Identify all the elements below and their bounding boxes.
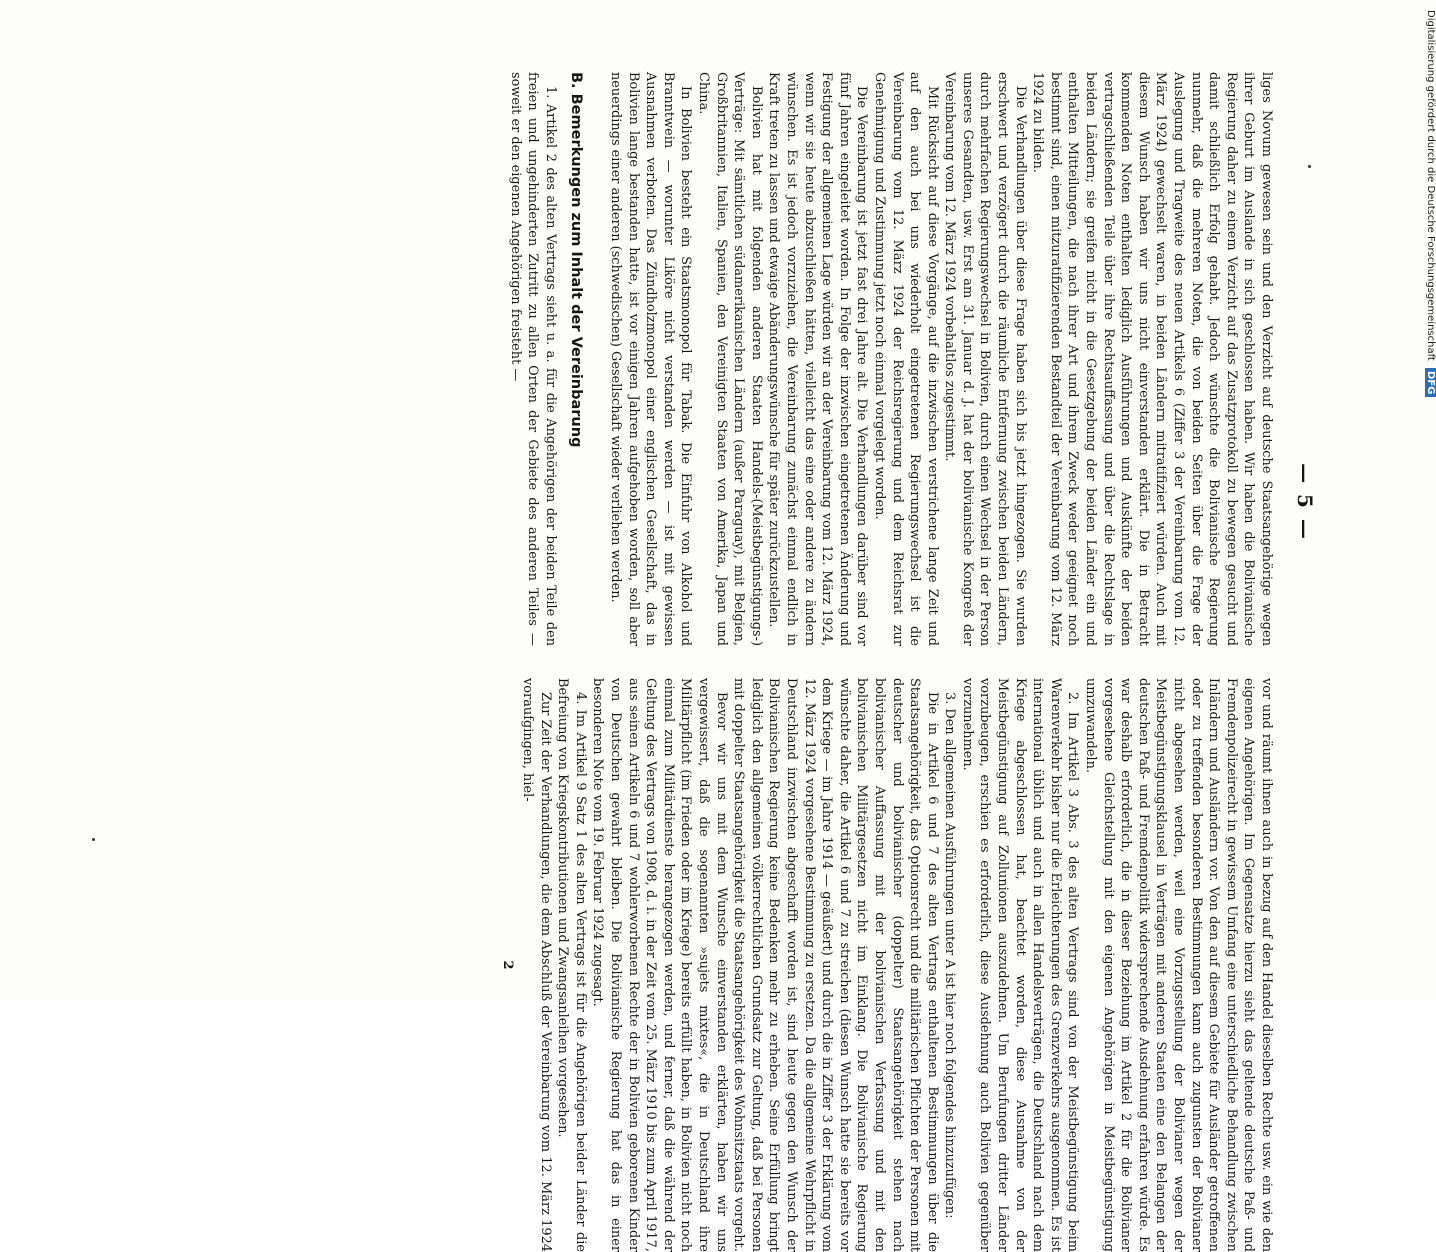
paragraph: In Bolivien besteht ein Staatsmonopol für Tabak. Die Einfuhr von Alkohol und Branntwein — worunter Liköre nicht verstanden werden — ist mit gewissen Ausnahmen verboten. Das Zündholzmonopol einer englischen Gesellschaft, das in Bolivien lange bestanden hatte, ist vor einigen Jahren aufgehoben worden, soll aber neuerdings einer anderen (schwedischen) Gesellschaft wieder verliehen werden.: [608, 72, 694, 646]
credit-text: Digitalisierung gefördert durch die Deutsche Forschungsgemeinschaft: [1425, 10, 1436, 361]
paragraph: Die in Artikel 6 und 7 des alten Vertrags enthaltenen Bestimmungen über die Staatsangehörigkeit, das Optionsrecht und die militärischen Pflichten der Personen mit deutscher und bolivianischer (doppelter) Staatsangehörigkeit stehen nach bolivianischer Auffassung mit der bolivianischen Verfassung und mit den bolivianischen Militärgesetzen nicht im Einklang. Die Bolivianische Regierung wünschte daher, die Artikel 6 und 7 zu streichen (diesen Wunsch hatte sie bereits vor dem Kriege — im Jahre 1914 — geäußert) und durch die in Ziffer 3 der Erklärung vom 12. März 1924 vorgesehene Bestimmung zu ersetzen. Da die allgemeine Wehrpflicht in Deutschland inzwischen abgeschafft worden ist, sind heute gegen den Wunsch der Bolivianischen Regierung keine Bedenken mehr zu erheben. Seine Erfüllung bringt lediglich den allgemeinen völkerrechtlichen Grundsatz zur Geltung, daß bei Personen mit doppelter Staatsangehörigkeit die Staatsangehörigkeit des Wohnsitzstaats vorgeht.: [731, 678, 940, 1252]
paragraph: liges Novum gewesen sein und den Verzicht auf deutsche Staatsangehörige wegen ihrer Geburt im Auslande in sich geschlossen haben. Wir haben die Bolivianische Regierung daher zu einem Verzicht auf das Zusatzprotokoll zu bewegen gesucht und damit schließlich Erfolg gehabt. Jedoch wünschte die Bolivianische Regierung nunmehr, daß die mehreren Noten, die von beiden Seiten über die Frage der Auslegung und Tragweite des neuen Artikels 6 (Ziffer 3 der Vereinbarung vom 12. März 1924) gewechselt waren, in beiden Ländern mitratifiziert würden. Auch mit diesem Wunsch haben wir uns nicht einverstanden erklärt. Die in Betracht kommenden Noten enthalten lediglich Ausführungen und Auskünfte der beiden vertragschließenden Teile über ihre Rechtsauffassung und über die Rechtslage in beiden Ländern; sie greifen nicht in die Gesetzgebung der beiden Länder ein und enthalten Mitteilungen, die nach ihrer Art und ihrem Zweck weder geeignet noch bestimmt sind, einen mitzuratifizierenden Bestandteil der Vereinbarung vom 12. März 1924 zu bilden.: [1030, 72, 1274, 646]
left-column: [125, 72, 1275, 646]
section-heading: B. Bemerkungen zum Inhalt der Vereinbarung: [568, 72, 585, 448]
paragraph: Zur Zeit der Verhandlungen, die dem Abschluß der Vereinbarung vom 12. März 1924 voraufgingen, hiel-: [520, 678, 553, 1252]
scan-speck: [92, 838, 95, 841]
sheet-number: 2: [500, 960, 516, 970]
paragraph: 2. Im Artikel 3 Abs. 3 des alten Vertrags sind von der Meistbegünstigung beim Warenverkehr bisher nur die Erleichterungen des Grenzverkehrs ausgenommen. Es ist international üblich und auch in allen Handelsverträgen, die Deutschland nach dem Kriege abgeschlossen hat, beachtet worden, diese Ausnahme von der Meistbegünstigung auf Zollunionen auszudehnen. Um Berufungen dritter Länder vorzubeugen, erschien es erforderlich, diese Ausdehnung auch Bolivien gegenüber vorzunehmen.: [959, 678, 1081, 1252]
paragraph: Die Vereinbarung ist jetzt fast drei Jahre alt. Die Verhandlungen darüber sind vor fünf Jahren eingeleitet worden. In Folge der inzwischen eingetretenen Änderung und Festigung der allgemeinen Lage würden wir an der Vereinbarung vom 12. März 1924, wenn wir sie heute abzuschließen hätten, vielleicht das eine oder andere zu ändern wünschen. Es ist jedoch vorzuziehen, die Vereinbarung zunächst einmal endlich in Kraft treten zu lassen und etwaige Abänderungswünsche für später zurückzustellen.: [766, 72, 870, 646]
right-column: [125, 678, 1275, 1252]
digitization-credit: [1425, 10, 1436, 397]
paragraph: Mit Rücksicht auf diese Vorgänge, auf die inzwischen verstrichene lange Zeit und auf den auch bei uns wiederholt eingetretenen Regierungswechsel ist die Vereinbarung vom 12. März 1924 der Reichsregierung und dem Reichsrat zur Genehmigung und Zustimmung jetzt noch einmal vorgelegt worden.: [871, 72, 940, 646]
page-number: — 5 —: [1293, 463, 1317, 541]
paragraph: 1. Artikel 2 des alten Vertrags sieht u. a. für die Angehörigen der beiden Teile den freien und ungehinderten Zutritt zu allen Orten der Gebiete des anderen Teiles — soweit er den eigenen Angehörigen freisteht —: [507, 72, 558, 646]
paragraph: Bevor wir uns mit dem Wunsche einverstanden erklärten, haben wir uns vergewissert, daß die sogenannten »sujets mixtes«, die in Deutschland ihre Militärpflicht (im Frieden oder im Kriege) bereits erfüllt haben, in Bolivien nicht noch einmal zum Militärdienste herangezogen werden, und ferner, daß die während der Geltung des Vertrags von 1908, d. i. in der Zeit vom 25. März 1910 bis zum April 1917, aus seinen Artikeln 6 und 7 wohlerworbenen Rechte der in Bolivien geborenen Kinder von Deutschen gewahrt bleiben. Die Bolivianische Regierung hat das in einer besonderen Note vom 19. Februar 1924 zugesagt.: [590, 678, 729, 1252]
rotated-page-content: [107, 72, 1317, 1252]
paragraph: 3. Den allgemeinen Ausführungen unter A ist hier noch folgendes hinzuzufügen:: [942, 692, 958, 1219]
paragraph: 4. Im Artikel 9 Satz 1 des alten Vertrags ist für die Angehörigen beider Länder die Befreiung von Kriegskontributionen und Zwangsanleihen vorgesehen.: [555, 678, 588, 1252]
paragraph: Bolivien hat mit folgenden anderen Staaten Handels-(Meistbegünstigungs-) Verträge: Mit sämtlichen südamerikanischen Ländern (außer Paraguay), mit Belgien, Großbritannien, Italien, Spanien, den Vereinigten Staaten von Amerika, Japan und China.: [696, 72, 764, 646]
scan-speck: [1308, 165, 1311, 168]
paragraph: Die Verhandlungen über diese Frage haben sich bis jetzt hingezogen. Sie wurden erschwert und verzögert durch die räumliche Entfernung zwischen beiden Ländern, durch mehrfachen Regierungswechsel in Bolivien, durch einen Wechsel in der Person unseres Gesandten, usw. Erst am 31. Januar d. J. hat der bolivianische Kongreß der Vereinbarung vom 12. März 1924 vorbehaltlos zugestimmt.: [942, 72, 1028, 646]
paragraph: vor und räumt ihnen auch in bezug auf den Handel dieselben Rechte usw. ein wie den eigenen Angehörigen. Im Gegensatze hierzu sieht das geltende deutsche Paß- und Fremdenpolizeirecht in gewissem Umfang eine unterschiedliche Behandlung zwischen Inländern und Ausländern vor. Von den auf diesem Gebiete für Ausländer getroffenen oder zu treffenden besonderen Bestimmungen kann auch zugunsten der Bolivianer nicht abgesehen werden, weil eine Vorzugsstellung der Bolivianer wegen der Meistbegünstigungsklausel in Verträgen mit anderen Staaten eine den Belangen der deutschen Paß- und Fremdenpolitik widersprechende Ausdehnung erfahren würde. Es war deshalb erforderlich, die in dieser Beziehung im Artikel 2 für die Bolivianer vorgesehene Gleichstellung mit den eigenen Angehörigen in Meistbegünstigung umzuwandeln.: [1083, 678, 1274, 1252]
dfg-logo-icon: DFG: [1425, 368, 1436, 397]
